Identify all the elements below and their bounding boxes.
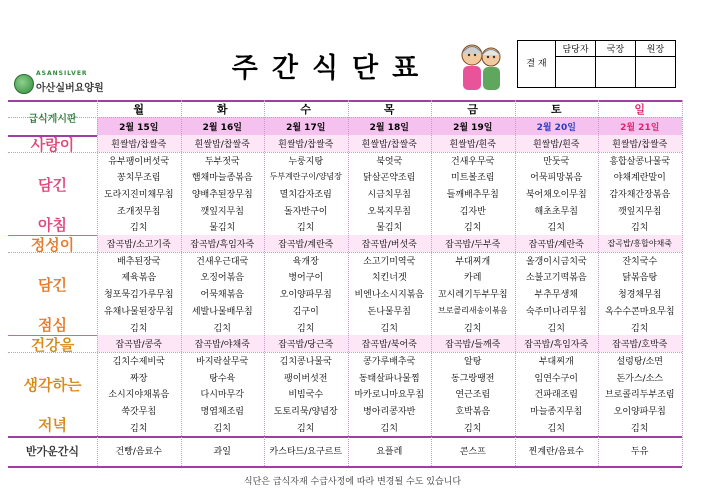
approval-table bbox=[517, 40, 676, 88]
lunch-menu-item: 김치 bbox=[297, 323, 315, 334]
lunch-menu-item: 김치 bbox=[631, 323, 649, 334]
column-divider bbox=[264, 100, 265, 466]
snack-label: 반가운간식 bbox=[25, 444, 80, 458]
breakfast-menu-item: 오복지무침 bbox=[367, 206, 411, 217]
lunch-menu-item: 김치 bbox=[547, 323, 565, 334]
lunch-menu-item: 김구이 bbox=[292, 306, 319, 317]
logo-mark-icon bbox=[14, 74, 34, 94]
lunch-menu-item: 꼬시레기두부무침 bbox=[437, 290, 508, 301]
dinner-menu-item: 김치 bbox=[547, 423, 565, 434]
breakfast-menu-item: 멸치감자조림 bbox=[279, 189, 332, 200]
dinner-menu-item: 알탕 bbox=[464, 356, 482, 367]
dinner-menu-item: 잡곡밥/콩죽 bbox=[97, 335, 181, 352]
lunch-menu-item: 잡곡밥/계란죽 bbox=[515, 235, 599, 252]
breakfast-menu-item: 돌자반구이 bbox=[284, 206, 328, 217]
dinner-menu-item: 김치 bbox=[380, 423, 398, 434]
breakfast-menu-item: 꽁치무조림 bbox=[117, 173, 161, 184]
breakfast-menu-item: 두부젓국 bbox=[204, 156, 240, 167]
lunch-menu-item: 김치 bbox=[464, 323, 482, 334]
dinner-menu-item: 명엽채조림 bbox=[200, 407, 244, 418]
day-date: 2월 17일 bbox=[264, 117, 348, 135]
column-divider bbox=[431, 100, 432, 466]
lunch-menu-item: 잡곡밥/소고기죽 bbox=[97, 235, 181, 252]
breakfast-menu-item: 흥합살콩나물국 bbox=[609, 156, 671, 167]
dinner-menu-item: 비빔국수 bbox=[288, 390, 324, 401]
lunch-menu-item: 비엔나소시지볶음 bbox=[354, 290, 425, 301]
dinner-menu-item: 쑥갓무침 bbox=[121, 407, 157, 418]
column-divider bbox=[348, 100, 349, 466]
footnote: 식단은 급식자재 수급사정에 따라 변경될 수도 있습니다 bbox=[243, 477, 462, 487]
breakfast-menu-item: 누룽지탕 bbox=[288, 156, 324, 167]
lunch-menu-item: 숙주미나리무침 bbox=[525, 306, 587, 317]
dinner-menu-item: 다시마무각 bbox=[200, 390, 244, 401]
breakfast-menu-item: 깻잎지무침 bbox=[200, 206, 244, 217]
lunch-menu-item: 잔치국수 bbox=[622, 256, 658, 267]
lunch-menu-item: 육개장 bbox=[292, 256, 319, 267]
breakfast-menu-item: 어묵피망볶음 bbox=[530, 173, 583, 184]
breakfast-menu-item: 시금치무침 bbox=[367, 189, 411, 200]
breakfast-menu-item: 조개젓무침 bbox=[117, 206, 161, 217]
logo-korean-text: 아산실버요양원 bbox=[36, 83, 104, 94]
lunch-menu-item: 돈나물무침 bbox=[367, 306, 411, 317]
lunch-menu-item: 브로콜리새송이볶음 bbox=[437, 305, 508, 315]
breakfast-label-word: 담긴 bbox=[38, 176, 67, 195]
approval-sign-head bbox=[636, 57, 676, 88]
lunch-menu-item: 어묵채볶음 bbox=[200, 290, 244, 301]
approval-sign-director bbox=[596, 57, 636, 88]
dinner-menu-item: 연근조림 bbox=[455, 390, 491, 401]
lunch-menu-item: 김치 bbox=[130, 323, 148, 334]
snack-item: 과일 bbox=[213, 447, 231, 458]
lunch-menu-item: 잡곡밥/흑임자죽 bbox=[181, 235, 265, 252]
lunch-menu-item: 부대찌개 bbox=[455, 256, 491, 267]
day-name: 월 bbox=[133, 102, 145, 116]
approval-col-head: 원장 bbox=[636, 41, 676, 57]
dinner-menu-item: 잡곡밥/당근죽 bbox=[264, 335, 348, 352]
elderly-couple-icon bbox=[455, 40, 507, 96]
breakfast-menu-item: 흰쌀밥/찹쌀죽 bbox=[181, 135, 265, 152]
snack-item: 찐계란/음료수 bbox=[528, 447, 584, 458]
dinner-menu-item: 오이양파무침 bbox=[613, 407, 666, 418]
breakfast-menu-item: 김치 bbox=[631, 223, 649, 234]
dinner-menu-item: 콩가루배추국 bbox=[363, 356, 416, 367]
lunch-label bbox=[8, 235, 97, 335]
lunch-menu-item: 세발나물배무침 bbox=[191, 306, 253, 317]
dinner-menu-item: 김치수제비국 bbox=[112, 356, 165, 367]
snack-item: 콘스프 bbox=[459, 447, 486, 458]
lunch-menu-item: 소고기미역국 bbox=[363, 256, 416, 267]
breakfast-menu-item: 흰쌀밥/흰죽 bbox=[515, 135, 599, 152]
approval-col-director: 국장 bbox=[596, 41, 636, 57]
dinner-menu-item: 브로콜리두부조림 bbox=[604, 390, 675, 401]
day-name: 목 bbox=[383, 102, 395, 116]
dinner-label-word: 저녁 bbox=[38, 416, 67, 435]
dinner-menu-item: 잡곡밥/들깨죽 bbox=[431, 335, 515, 352]
dinner-menu-item: 김치 bbox=[631, 423, 649, 434]
logo bbox=[14, 68, 124, 98]
column-divider bbox=[682, 100, 683, 466]
breakfast-menu-item: 물김치 bbox=[376, 223, 403, 234]
breakfast-label bbox=[8, 135, 97, 235]
dinner-menu-item: 김치 bbox=[297, 423, 315, 434]
dinner-menu-item: 병아리콩자반 bbox=[363, 407, 416, 418]
breakfast-menu-item: 양배추된장무침 bbox=[191, 189, 253, 200]
breakfast-menu-item: 두부계란구이/양념장 bbox=[269, 172, 342, 182]
day-date: 2월 18일 bbox=[348, 117, 432, 135]
column-divider bbox=[515, 100, 516, 466]
page-title: 주간식단표 bbox=[231, 53, 433, 84]
dinner-label-word: 건강을 bbox=[30, 336, 75, 355]
dinner-menu-item: 돈가스/소스 bbox=[616, 373, 663, 384]
lunch-menu-item: 김치 bbox=[380, 323, 398, 334]
breakfast-label-word: 사랑이 bbox=[30, 136, 75, 155]
lunch-menu-item: 청포묵김가루무침 bbox=[103, 290, 174, 301]
lunch-menu-item: 배추된장국 bbox=[117, 256, 161, 267]
snack-item: 두유 bbox=[631, 447, 649, 458]
lunch-menu-item: 청경채무침 bbox=[618, 290, 662, 301]
approval-col-manager: 담당자 bbox=[556, 41, 596, 57]
day-date: 2월 15일 bbox=[97, 117, 181, 135]
dinner-menu-item: 도토리묵/양념장 bbox=[273, 407, 338, 418]
lunch-menu-item: 건새우근대국 bbox=[196, 256, 249, 267]
breakfast-menu-item: 미트볼조림 bbox=[451, 173, 495, 184]
snack-item: 카스타드/요구르트 bbox=[269, 447, 343, 458]
breakfast-menu-item: 김치 bbox=[130, 223, 148, 234]
menu-board-label: 급식게시판 bbox=[28, 114, 77, 125]
day-date: 2월 21일 bbox=[598, 117, 682, 135]
dinner-menu-item: 마카로니마요무침 bbox=[354, 390, 425, 401]
breakfast-menu-item: 감자채간장볶음 bbox=[609, 189, 671, 200]
dinner-menu-item: 김치 bbox=[130, 423, 148, 434]
breakfast-menu-item: 해초초무침 bbox=[534, 206, 578, 217]
breakfast-menu-item: 만둣국 bbox=[543, 156, 570, 167]
dinner-menu-item: 설렁탕/소면 bbox=[616, 356, 663, 367]
breakfast-menu-item: 흰쌀밥/찹쌀죽 bbox=[598, 135, 682, 152]
dinner-menu-item: 팽이버섯전 bbox=[284, 373, 328, 384]
dinner-menu-item: 건파래조림 bbox=[534, 390, 578, 401]
dinner-menu-item: 임연수구이 bbox=[534, 373, 578, 384]
lunch-menu-item: 소불고기떡볶음 bbox=[525, 273, 587, 284]
lunch-menu-item: 카레 bbox=[464, 273, 482, 284]
lunch-menu-item: 오이양파무침 bbox=[279, 290, 332, 301]
lunch-menu-item: 잡곡밥/버섯죽 bbox=[348, 235, 432, 252]
dinner-menu-item: 동태살파나물찜 bbox=[358, 373, 420, 384]
snack-item: 건빵/음료수 bbox=[115, 447, 162, 458]
approval-sign-manager bbox=[556, 57, 596, 88]
breakfast-menu-item: 햄채마늘종볶음 bbox=[191, 173, 253, 184]
day-name: 금 bbox=[467, 102, 479, 116]
dinner-menu-item: 바지락살무국 bbox=[196, 356, 249, 367]
day-date: 2월 20일 bbox=[515, 117, 599, 135]
breakfast-menu-item: 흰쌀밥/찹쌀죽 bbox=[348, 135, 432, 152]
lunch-label-word: 정성이 bbox=[30, 236, 75, 255]
column-divider bbox=[598, 100, 599, 466]
breakfast-label-word: 아침 bbox=[38, 216, 67, 235]
dinner-menu-item: 탕수육 bbox=[209, 373, 236, 384]
lunch-menu-item: 잡곡밥/흥합야채죽 bbox=[598, 235, 682, 252]
lunch-label-word: 담긴 bbox=[38, 276, 67, 295]
lunch-menu-item: 유채나물된장무침 bbox=[103, 306, 174, 317]
breakfast-menu-item: 깻잎지무침 bbox=[618, 206, 662, 217]
dinner-menu-item: 잡곡밥/야채죽 bbox=[181, 335, 265, 352]
lunch-menu-item: 옥수수콘마요무침 bbox=[604, 306, 675, 317]
dinner-menu-item: 잡곡밥/호박죽 bbox=[598, 335, 682, 352]
dinner-menu-item: 호박볶음 bbox=[455, 407, 491, 418]
dinner-label-word: 생각하는 bbox=[23, 376, 82, 395]
lunch-menu-item: 올갱이시금치국 bbox=[525, 256, 587, 267]
breakfast-menu-item: 유부팽이버섯국 bbox=[108, 156, 170, 167]
day-name: 일 bbox=[634, 102, 646, 116]
day-name: 토 bbox=[550, 102, 562, 116]
day-name: 수 bbox=[300, 102, 312, 116]
breakfast-menu-item: 들깨배추무침 bbox=[446, 189, 499, 200]
grid-divider bbox=[8, 466, 682, 468]
dinner-menu-item: 마늘종지무침 bbox=[530, 407, 583, 418]
dinner-menu-item: 김치 bbox=[464, 423, 482, 434]
breakfast-menu-item: 닭살곤약조림 bbox=[363, 173, 416, 184]
column-divider bbox=[181, 100, 182, 466]
dinner-menu-item: 김치 bbox=[213, 423, 231, 434]
day-name: 화 bbox=[216, 102, 228, 116]
breakfast-menu-item: 물김치 bbox=[209, 223, 236, 234]
breakfast-menu-item: 김치 bbox=[464, 223, 482, 234]
dinner-menu-item: 잡곡밥/흑임자죽 bbox=[515, 335, 599, 352]
dinner-menu-item: 소시지야채볶음 bbox=[108, 390, 170, 401]
breakfast-menu-item: 건새우무국 bbox=[451, 156, 495, 167]
logo-english-text: ASANSILVER bbox=[36, 70, 88, 77]
approval-label: 결 재 bbox=[518, 41, 556, 88]
breakfast-menu-item: 김자반 bbox=[459, 206, 486, 217]
dinner-menu-item: 짜장 bbox=[130, 373, 148, 384]
lunch-menu-item: 김치 bbox=[213, 323, 231, 334]
dinner-menu-item: 동그랑땡전 bbox=[451, 373, 495, 384]
lunch-menu-item: 닭볶음탕 bbox=[622, 273, 658, 284]
breakfast-menu-item: 김치 bbox=[297, 223, 315, 234]
breakfast-menu-item: 흰쌀밥/찹쌀죽 bbox=[97, 135, 181, 152]
lunch-menu-item: 오징어볶음 bbox=[200, 273, 244, 284]
lunch-menu-item: 잡곡밥/두부죽 bbox=[431, 235, 515, 252]
grid-divider bbox=[8, 117, 682, 118]
breakfast-menu-item: 북엇국 bbox=[376, 156, 403, 167]
snack-item: 요플레 bbox=[376, 447, 403, 458]
lunch-menu-item: 부추무생채 bbox=[534, 290, 578, 301]
breakfast-menu-item: 흰쌀밥/찹쌀죽 bbox=[264, 135, 348, 152]
breakfast-menu-item: 김치 bbox=[547, 223, 565, 234]
weekly-menu-grid bbox=[8, 100, 682, 471]
dinner-menu-item: 잡곡밥/북어죽 bbox=[348, 335, 432, 352]
lunch-menu-item: 병어구이 bbox=[288, 273, 324, 284]
lunch-menu-item: 치킨너겟 bbox=[371, 273, 407, 284]
breakfast-menu-item: 야채계란말이 bbox=[613, 173, 666, 184]
lunch-menu-item: 잡곡밥/계란죽 bbox=[264, 235, 348, 252]
day-date: 2월 16일 bbox=[181, 117, 265, 135]
dinner-menu-item: 김치콩나물국 bbox=[279, 356, 332, 367]
column-divider bbox=[97, 100, 98, 466]
breakfast-menu-item: 도라지진미채무침 bbox=[103, 189, 174, 200]
dinner-label bbox=[8, 335, 97, 435]
breakfast-menu-item: 흰쌀밥/흰죽 bbox=[431, 135, 515, 152]
lunch-menu-item: 제육볶음 bbox=[121, 273, 157, 284]
day-date: 2월 19일 bbox=[431, 117, 515, 135]
dinner-menu-item: 부대찌개 bbox=[538, 356, 574, 367]
lunch-label-word: 점심 bbox=[38, 316, 67, 335]
breakfast-menu-item: 북어채오이무침 bbox=[525, 189, 587, 200]
